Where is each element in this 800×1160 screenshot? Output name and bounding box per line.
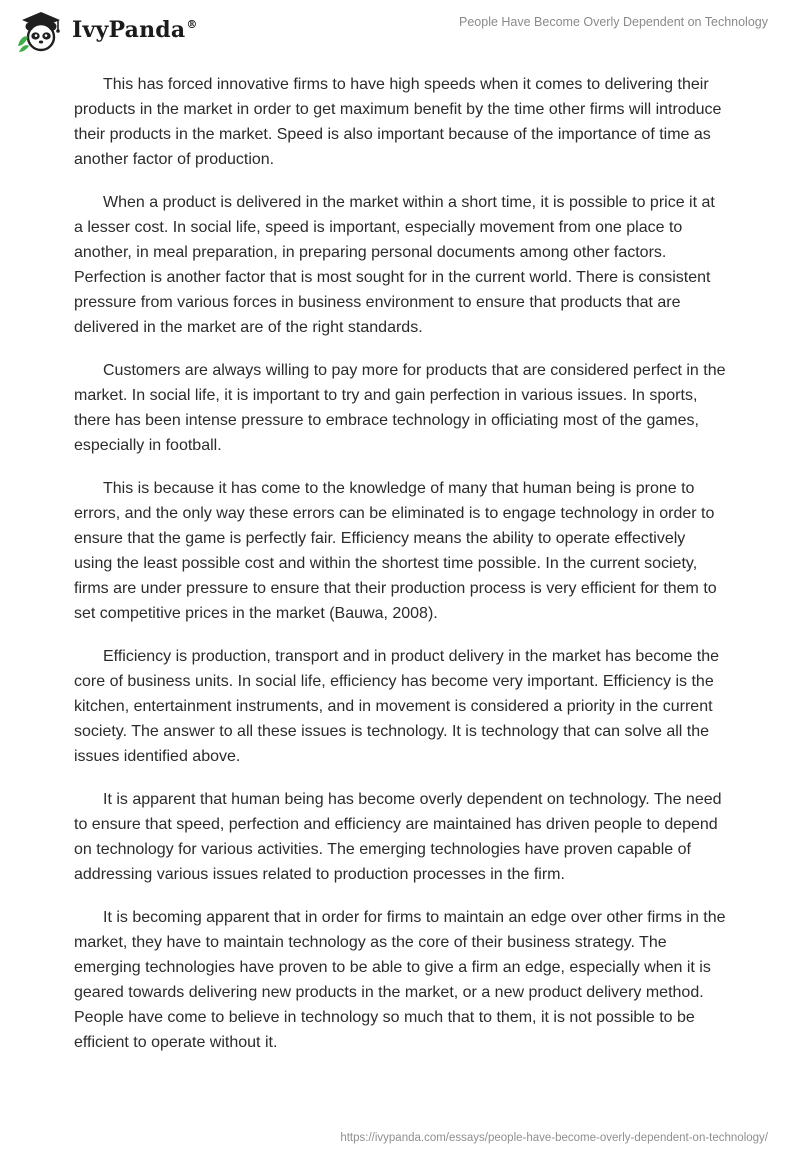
paragraph: It is becoming apparent that in order for firms to maintain an edge over other firms in the market, they have to maintain technology as the core of their business strategy. The emerging technologies have proven to be able to give a firm an edge, especially when it is geared towards delivering new products in the market, or a new product delivery method. People have come to believe in technology so much that to them, it is not possible to be efficient to operate without it.: [74, 909, 726, 1051]
paragraph: Customers are always willing to pay more for products that are considered perfect in the market. In social life, it is important to try and gain perfection in various issues. In sports, there has been intense pressure to embrace technology in officiating most of the games, especially in football.: [74, 362, 726, 454]
running-title: People Have Become Overly Dependent on Technology: [459, 15, 768, 29]
paragraph: Efficiency is production, transport and in product delivery in the market has become the core of business units. In social life, efficiency has become very important. Efficiency is the kitchen, entertainment instruments, and in movement is considered a priority in the current society. The answer to all these issues is technology. It is technology that can solve all the issues identified above.: [74, 648, 720, 765]
essay-body: [74, 72, 726, 1073]
panda-graduate-icon: [14, 6, 68, 54]
brand-name: IvyPanda®: [72, 17, 198, 43]
paragraph: When a product is delivered in the market within a short time, it is possible to price it at a lesser cost. In social life, speed is important, especially movement from one place to another, in meal preparation, in preparing personal documents among other factors. Perfection is another factor that is most sought for in the current world. There is consistent pressure from various forces in business environment to ensure that products that are delivered in the market are of the right standards.: [74, 194, 715, 336]
paragraph: This has forced innovative firms to have high speeds when it comes to delivering their products in the market in order to get maximum benefit by the time other firms will introduce their products in the market. Speed is also important because of the importance of time as another factor of production.: [74, 76, 722, 168]
ivypanda-logo[interactable]: [14, 6, 198, 54]
source-url[interactable]: https://ivypanda.com/essays/people-have-become-overly-dependent-on-technology/: [340, 1132, 768, 1144]
paragraph: This is because it has come to the knowledge of many that human being is prone to errors, and the only way these errors can be eliminated is to engage technology in order to ensure that the game is perfectly fair. Efficiency means the ability to operate effectively using the least possible cost and within the shortest time possible. In the current society, firms are under pressure to ensure that their production process is very efficient for them to set competitive prices in the market (Bauwa, 2008).: [74, 480, 717, 622]
paragraph: It is apparent that human being has become overly dependent on technology. The need to ensure that speed, perfection and efficiency are maintained has driven people to depend on technology for various activities. The emerging technologies have proven capable of addressing various issues related to production processes in the firm.: [74, 791, 722, 883]
page-header: [0, 0, 800, 60]
